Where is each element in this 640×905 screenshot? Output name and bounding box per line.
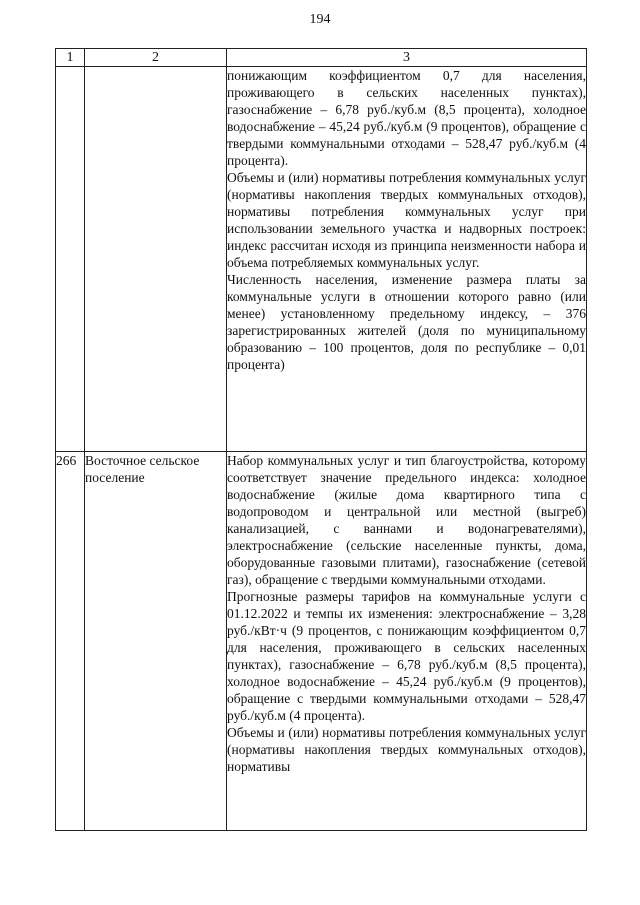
column-header-2: 2 — [85, 49, 227, 67]
description-paragraph: Объемы и (или) нормативы потребления коммунальных услуг (нормативы накопления твердых коммунальных отходов), нормативы потребления коммунальных услуг при использовании земельного участка и надворных построек: индекс рассчитан исходя из принципа неизменности набора и объема потребляемых коммунальных услуг. — [227, 170, 586, 270]
settlement-name — [85, 67, 227, 452]
description-paragraph: Набор коммунальных услуг и тип благоустройства, которому соответствует значение предельного индекса: холодное водоснабжение (жилые дома квартирного типа с водопроводом и центральной или местной (выгреб) канализацией, с ваннами и водонагревателями), электроснабжение (сельские населенные пункты, дома, оборудованные газовыми плитами), газоснабжение (сетевой газ), обращение с твердыми коммунальными отходами. — [227, 453, 586, 587]
page-number: 194 — [309, 12, 331, 27]
description-paragraph: Численность населения, изменение размера платы за коммунальные услуги в отношении которого равно (или менее) установленному предельному индексу, – 376 зарегистрированных жителей (доля по муниципальному образованию – 100 процентов, доля по республике – 0,01 процента) — [227, 272, 586, 372]
table-header-row — [56, 49, 587, 67]
column-header-3: 3 — [227, 49, 587, 67]
column-header-1: 1 — [56, 49, 85, 67]
row-number: 266 — [56, 452, 85, 831]
description-paragraph: Прогнозные размеры тарифов на коммунальные услуги с 01.12.2022 и темпы их изменения: электроснабжение – 3,28 руб./кВт·ч (9 процентов, с понижающим коэффициентом 0,7 для населения, проживающего в сельских населенных пунктах), газоснабжение – 6,78 руб./куб.м (8,5 процента), холодное водоснабжение – 45,24 руб./куб.м (9 процентов), обращение с твердыми коммунальными отходами – 528,47 руб./куб.м (4 процента). — [227, 589, 586, 723]
table-row — [56, 67, 587, 452]
description-cell — [227, 452, 587, 831]
row-number — [56, 67, 85, 452]
description-paragraph: Объемы и (или) нормативы потребления коммунальных услуг (нормативы накопления твердых коммунальных отходов), нормативы — [227, 725, 586, 774]
description-cell — [227, 67, 587, 452]
description-paragraph: понижающим коэффициентом 0,7 для населения, проживающего в сельских населенных пунктах), газоснабжение – 6,78 руб./куб.м (8,5 процента), холодное водоснабжение – 45,24 руб./куб.м (9 процентов), обращение с твердыми коммунальными отходами – 528,47 руб./куб.м (4 процента). — [227, 68, 586, 168]
settlement-name: Восточное сельское поселение — [85, 452, 227, 831]
tariff-table — [55, 48, 587, 831]
table-row — [56, 452, 587, 831]
